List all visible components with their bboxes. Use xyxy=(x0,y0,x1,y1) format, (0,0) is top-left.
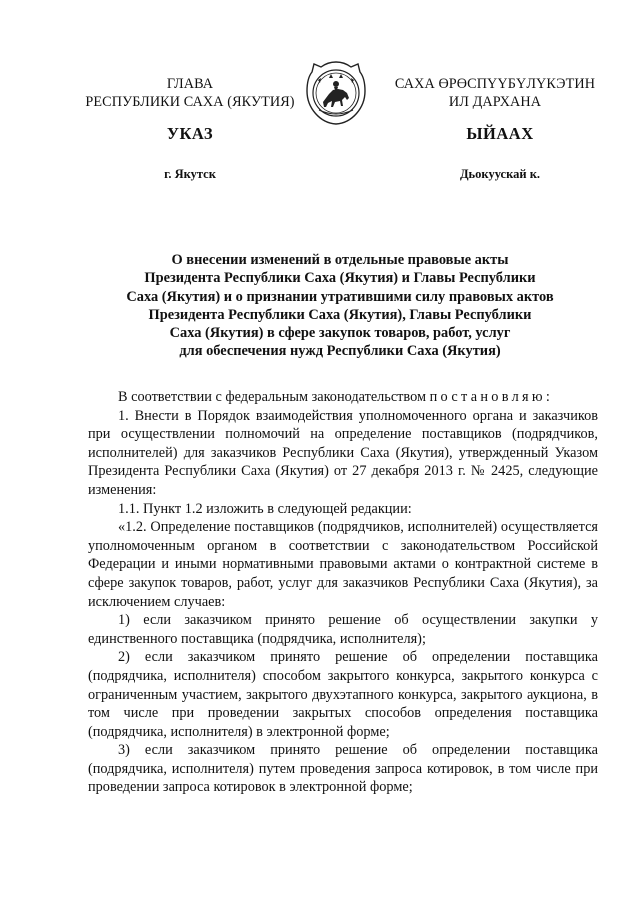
title-line: Саха (Якутия) в сфере закупок товаров, работ, услуг xyxy=(169,325,511,342)
header-right-line1: САХА ӨРӨСПҮҮБҮЛҮКЭТИН xyxy=(394,76,596,92)
title-line: Саха (Якутия) и о признании утратившими силу правовых актов xyxy=(126,288,554,305)
header-right xyxy=(390,75,600,111)
city-ru: г. Якутск xyxy=(164,167,216,181)
document-title xyxy=(90,251,590,361)
list-item-1: 1) если заказчиком принято решение об осуществлении закупки у единственного поставщика (подрядчика, исполнителя); xyxy=(88,612,598,647)
paragraph-1-2: «1.2. Определение поставщиков (подрядчиков, исполнителей) осуществляется уполномоченным органом в соответствии с законодательством Российской Федерации и иными нормативными правовыми актами о контрактной системе в сфере закупок товаров, работ, услуг для заказчиков Республики Саха (Якутия), за исключением случаев: xyxy=(88,519,598,610)
document-body xyxy=(88,388,598,797)
coat-of-arms-icon xyxy=(305,60,367,126)
paragraph-1: 1. Внести в Порядок взаимодействия уполномоченного органа и заказчиков при осуществлении полномочий на определение поставщиков (подрядчиков, исполнителей) для заказчиков Республики Саха (Якутия), утвержденный Указом Президента Республики Саха (Якутия) от 27 декабря 2013 г. № 2425, следующие изменения: xyxy=(88,407,598,498)
paragraph-1-1: 1.1. Пункт 1.2 изложить в следующей редакции: xyxy=(118,500,412,517)
title-line: Президента Республики Саха (Якутия) и Главы Республики xyxy=(144,270,536,287)
title-line: для обеспечения нужд Республики Саха (Якутия) xyxy=(179,343,501,360)
intro-paragraph xyxy=(88,388,598,407)
intro-decree-word: постановляю: xyxy=(429,389,554,405)
header-left-line1: ГЛАВА xyxy=(166,76,214,92)
city-sakha: Дьокуускай к. xyxy=(459,167,541,181)
decree-title-sakha: ЫЙААХ xyxy=(466,124,534,143)
list-item-2: 2) если заказчиком принято решение об определении поставщика (подрядчика, исполнителя) способом закрытого конкурса, закрытого конкурса с ограниченным участием, закрытого двухэтапного конкурса, закрытого аукциона, в том числе при проведении закрытых способов определения поставщика (подрядчика, исполнителя) в электронной форме; xyxy=(88,649,598,740)
title-line: Президента Республики Саха (Якутия), Главы Республики xyxy=(148,306,532,323)
title-line: О внесении изменений в отдельные правовые акты xyxy=(171,252,509,268)
header-left-line2: РЕСПУБЛИКИ САХА (ЯКУТИЯ) xyxy=(85,94,295,110)
list-item-3: 3) если заказчиком принято решение об определении поставщика (подрядчика, исполнителя) путем проведения запроса котировок, в том числе при проведении запроса котировок в электронной форме; xyxy=(88,742,598,796)
header-right-line2: ИЛ ДАРХАНА xyxy=(448,94,542,110)
intro-text: В соответствии с федеральным законодательством xyxy=(118,389,426,405)
decree-title-ru: УКАЗ xyxy=(166,124,214,143)
header-left xyxy=(60,75,320,111)
